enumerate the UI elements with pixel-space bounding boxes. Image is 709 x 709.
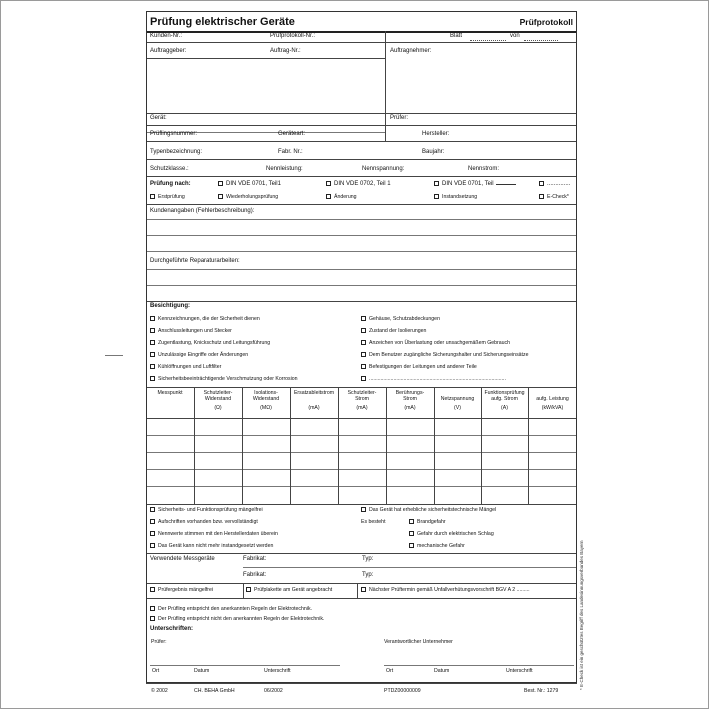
label-pruefung-nach: Prüfung nach: — [150, 181, 191, 187]
footer-company: CH. BEHA GmbH — [194, 688, 235, 694]
check-entspricht-regeln[interactable]: Der Prüfling entspricht den anerkannten Regeln der Elektrotechnik. — [150, 606, 312, 612]
form-subtitle: Prüfprotokoll — [519, 17, 573, 27]
label-pruefer-field: Prüfer: — [390, 115, 409, 121]
checkbox-icon — [326, 181, 331, 186]
checkbox-icon — [409, 519, 414, 524]
label-unterschrift-1: Unterschrift — [264, 668, 291, 674]
label-auftraggeber: Auftraggeber: — [150, 48, 187, 54]
table-header-aufg-leistung: aufg. Leistung (kW/kVA) — [536, 396, 569, 411]
check-entspricht-nicht[interactable]: Der Prüfling entspricht nicht den anerkannten Regeln der Elektrotechnik. — [150, 616, 324, 622]
checkbox-icon — [361, 328, 366, 333]
checkbox-icon — [150, 328, 155, 333]
table-header-funktionspruefung: Funktionsprüfung aufg. Strom (A) — [484, 390, 525, 411]
checkbox-icon — [218, 181, 223, 186]
label-fabr-nr: Fabr. Nr.: — [278, 149, 303, 155]
label-kunden-nr: Kunden-Nr.: — [150, 33, 183, 39]
label-unterschriften: Unterschriften: — [150, 626, 194, 632]
norm-other[interactable]: .............. — [539, 181, 570, 187]
checkbox-icon — [150, 616, 155, 621]
checkbox-icon — [539, 181, 544, 186]
checkbox-icon — [361, 376, 366, 381]
label-datum-2: Datum — [434, 668, 450, 674]
check-erhebliche-maengel[interactable]: Das Gerät hat erhebliche sicherheitstechnische Mängel — [361, 507, 496, 513]
checkbox-icon — [150, 606, 155, 611]
type-wiederholung[interactable]: Wiederholungsprüfung — [218, 194, 278, 200]
checkbox-icon — [150, 519, 155, 524]
checkbox-icon — [409, 531, 414, 536]
table-header-isolations-widerstand: Isolations- Widerstand (MΩ) — [252, 390, 280, 411]
check-pruefplakette[interactable]: Prüfplakette am Gerät angebracht — [246, 587, 332, 593]
norm-vde-0702-teil1[interactable]: DIN VDE 0702, Teil 1 — [326, 181, 391, 187]
label-auftragnehmer: Auftragnehmer: — [390, 48, 432, 54]
label-von: von — [510, 33, 520, 39]
table-header-beruehrungs-strom: Berührungs- Strom (mA) — [395, 390, 425, 411]
label-besichtigung: Besichtigung: — [150, 303, 190, 309]
check-zugentlastung[interactable]: Zugentlastung, Knickschutz und Leitungsführung — [150, 340, 270, 346]
label-typ-2: Typ: — [362, 572, 374, 578]
label-nennstrom: Nennstrom: — [468, 166, 500, 172]
label-messgeraete: Verwendete Messgeräte — [150, 556, 215, 562]
checkbox-icon — [150, 316, 155, 321]
label-ort-1: Ort — [152, 668, 160, 674]
checkbox-icon — [150, 587, 155, 592]
footer-date: 06/2002 — [264, 688, 283, 694]
table-header-messpunkt: Messpunkt — [157, 390, 183, 396]
label-geraet: Gerät: — [150, 115, 167, 121]
table-header-ersatzableitstrom: Ersatzableitstrom (mA) — [293, 390, 335, 411]
checkbox-icon — [361, 587, 366, 592]
check-other[interactable]: ............................................................................................... — [361, 376, 506, 382]
check-nennwerte[interactable]: Nennwerte stimmen mit den Herstellerdaten überein — [150, 531, 278, 537]
checkbox-icon — [150, 352, 155, 357]
check-kennzeichnungen[interactable]: Kennzeichnungen, die der Sicherheit dienen — [150, 316, 260, 322]
type-erstpruefung[interactable]: Erstprüfung — [150, 194, 185, 200]
label-kundenangaben: Kundenangaben (Fehlerbeschreibung): — [150, 208, 255, 214]
checkbox-icon — [150, 194, 155, 199]
table-header-schutzleiter-strom: Schutzleiter- Strom (mA) — [347, 390, 377, 411]
side-note: * E-Check ist ein geschütztes Begriff des Landesinnungsverbandes Bayern — [579, 540, 584, 690]
checkbox-icon — [150, 376, 155, 381]
checkbox-icon — [218, 194, 223, 199]
label-auftrag-nr: Auftrag-Nr.: — [270, 48, 301, 54]
inspection-form — [146, 11, 577, 700]
check-gehaeuse[interactable]: Gehäuse, Schutzabdeckungen — [361, 316, 440, 322]
label-fabrikat-2: Fabrikat: — [243, 572, 267, 578]
label-es-besteht: Es besteht — [361, 519, 386, 525]
label-sig-pruefer: Prüfer: — [151, 639, 167, 645]
label-datum-1: Datum — [194, 668, 210, 674]
checkbox-icon — [150, 340, 155, 345]
table-header-netzspannung: Netzspannung (V) — [440, 396, 475, 411]
label-baujahr: Baujahr: — [422, 149, 445, 155]
check-aufschriften[interactable]: Aufschriften vorhanden bzw. vervollständigt — [150, 519, 258, 525]
checkbox-icon — [434, 181, 439, 186]
label-pruefprotokoll-nr: Prüfprotokoll-Nr.: — [270, 33, 316, 39]
check-naechster-termin[interactable]: Nächster Prüftermin gemäß Unfallverhütungsvorschrift BGV A 2 ......... — [361, 587, 530, 593]
checkbox-icon — [150, 364, 155, 369]
checkbox-icon — [434, 194, 439, 199]
check-befestigungen[interactable]: Befestigungen der Leitungen und anderer Teile — [361, 364, 477, 370]
check-elektrischer-schlag[interactable]: Gefahr durch elektrischen Schlag — [409, 531, 494, 537]
check-ueberlastung[interactable]: Anzeichen von Überlastung oder unsachgemäßem Gebrauch — [361, 340, 510, 346]
label-reparatur: Durchgeführte Reparaturarbeiten: — [150, 258, 240, 264]
type-e-check[interactable]: E-Check* — [539, 194, 569, 200]
label-blatt: Blatt — [450, 33, 463, 39]
checkbox-icon — [409, 543, 414, 548]
check-sicherungshalter[interactable]: Dem Benutzer zugängliche Sicherungshalter und Sicherungseinsätze — [361, 352, 528, 358]
label-geraeteart: Geräteart: — [278, 131, 306, 137]
check-isolierungen[interactable]: Zustand der Isolierungen — [361, 328, 426, 334]
label-sig-unternehmer: Verantwortlicher Unternehmer — [384, 639, 453, 645]
footer-order-number: Best. Nr.: 1279 — [524, 688, 559, 694]
check-anschlussleitungen[interactable]: Anschlussleitungen und Stecker — [150, 328, 232, 334]
label-nennleistung: Nennleistung: — [266, 166, 303, 172]
check-unzulaessige-eingriffe[interactable]: Unzulässige Eingriffe oder Änderungen — [150, 352, 248, 358]
checkbox-icon — [326, 194, 331, 199]
checkbox-icon — [150, 507, 155, 512]
checkbox-icon — [150, 531, 155, 536]
checkbox-icon — [361, 507, 366, 512]
checkbox-icon — [150, 543, 155, 548]
norm-vde-0701-teil[interactable]: DIN VDE 0701, Teil — [434, 181, 516, 187]
check-mechanische-gefahr[interactable]: mechanische Gefahr — [409, 543, 465, 549]
footer-copyright: © 2002 — [151, 688, 168, 694]
footer-code: PTDZ00000009 — [384, 688, 421, 694]
type-aenderung[interactable]: Änderung — [326, 194, 357, 200]
label-prueflingsnummer: Prüflingsnummer: — [150, 131, 198, 137]
table-header-schutzleiter-widerstand: Schutzleiter- Widerstand (Ω) — [203, 390, 233, 411]
label-unterschrift-2: Unterschrift — [506, 668, 533, 674]
label-hersteller: Hersteller: — [422, 131, 450, 137]
label-nennspannung: Nennspannung: — [362, 166, 405, 172]
label-typ-1: Typ: — [362, 556, 374, 562]
check-nicht-instandsetzbar[interactable]: Das Gerät kann nicht mehr instandgesetzt werden — [150, 543, 273, 549]
label-schutzklasse: Schutzklasse.: — [150, 166, 189, 172]
checkbox-icon — [539, 194, 544, 199]
check-pruefergebnis[interactable]: Prüfergebnis mängelfrei — [150, 587, 213, 593]
checkbox-icon — [361, 340, 366, 345]
check-kuehloeffnungen[interactable]: Kühlöffnungen und Luftfilter — [150, 364, 221, 370]
label-typenbezeichnung: Typenbezeichnung: — [150, 149, 203, 155]
form-title: Prüfung elektrischer Geräte — [150, 16, 295, 28]
check-maengelfrei[interactable]: Sicherheits- und Funktionsprüfung mängelfrei — [150, 507, 263, 513]
norm-vde-0701-teil1[interactable]: DIN VDE 0701, Teil1 — [218, 181, 281, 187]
checkbox-icon — [361, 352, 366, 357]
label-fabrikat-1: Fabrikat: — [243, 556, 267, 562]
type-instandsetzung[interactable]: Instandsetzung — [434, 194, 477, 200]
checkbox-icon — [361, 316, 366, 321]
label-ort-2: Ort — [386, 668, 394, 674]
checkbox-icon — [246, 587, 251, 592]
check-verschmutzung[interactable]: Sicherheitsbeeinträchtigende Verschmutzung oder Korrosion — [150, 376, 298, 382]
checkbox-icon — [361, 364, 366, 369]
check-brandgefahr[interactable]: Brandgefahr — [409, 519, 446, 525]
